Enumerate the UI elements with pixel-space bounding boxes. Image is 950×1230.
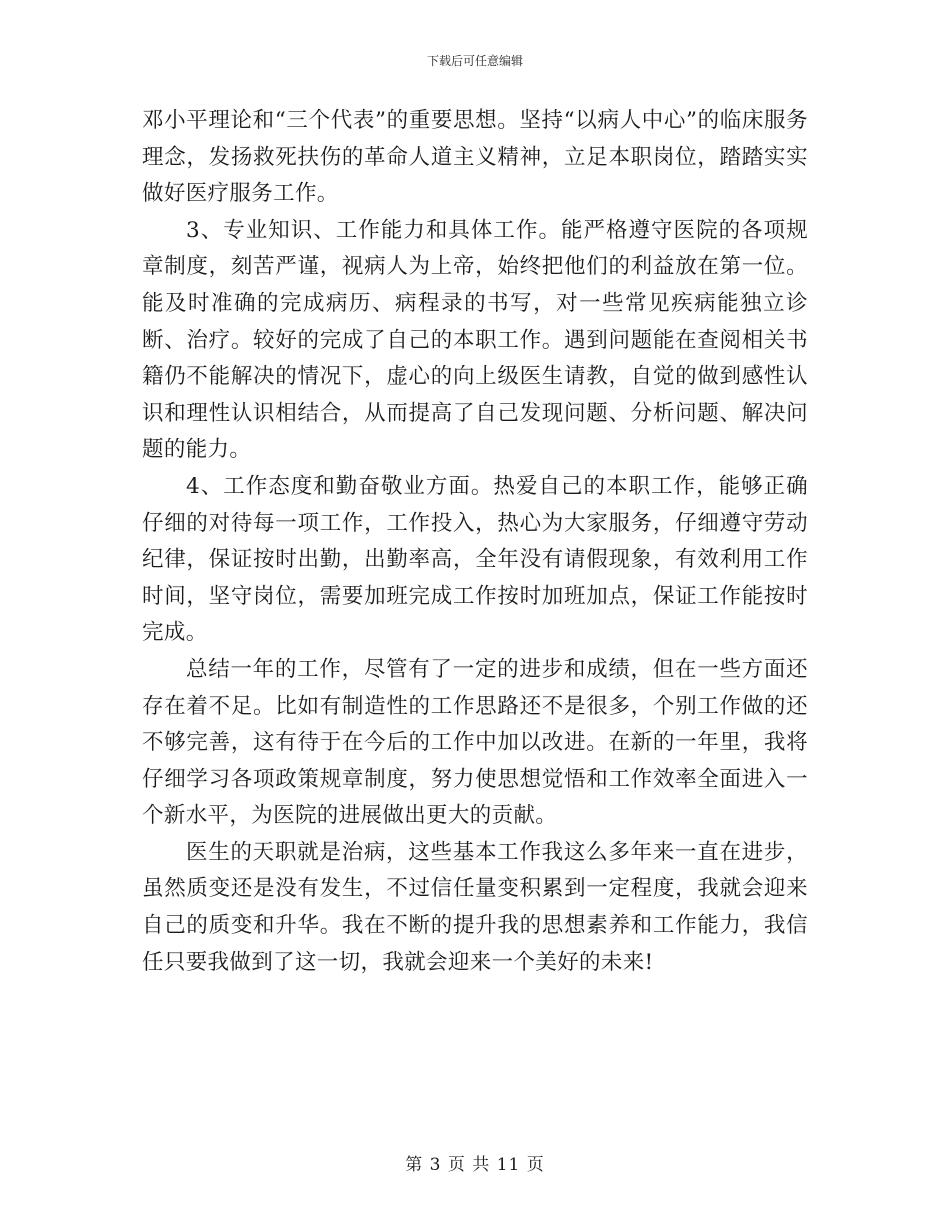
paragraph-continued: 邓小平理论和“三个代表”的重要思想。坚持“以病人中心”的临床服务理念，发扬救死扶伤的革命人道主义精神，立足本职岗位，踏踏实实做好医疗服务工作。	[142, 108, 808, 207]
paragraph-work-attitude: 4、工作态度和勤奋敬业方面。热爱自己的本职工作，能够正确仔细的对待每一项工作，工作投入，热心为大家服务，仔细遵守劳动纪律，保证按时出勤，出勤率高，全年没有请假现象，有效利用工作时间，坚守岗位，需要加班完成工作按时加班加点，保证工作能按时完成。	[142, 473, 808, 646]
paragraph-summary: 总结一年的工作，尽管有了一定的进步和成绩，但在一些方面还存在着不足。比如有制造性的工作思路还不是很多，个别工作做的还不够完善，这有待于在今后的工作中加以改进。在新的一年里，我将仔细学习各项政策规章制度，努力使思想觉悟和工作效率全面进入一个新水平，为医院的进展做出更大的贡献。	[142, 656, 808, 829]
document-body	[142, 103, 808, 981]
paragraph-conclusion: 医生的天职就是治病，这些基本工作我这么多年来一直在进步，虽然质变还是没有发生，不过信任量变积累到一定程度，我就会迎来自己的质变和升华。我在不断的提升我的思想素养和工作能力，我信任只要我做到了这一切，我就会迎来一个美好的未来!	[142, 839, 808, 975]
paragraph-professional-knowledge: 3、专业知识、工作能力和具体工作。能严格遵守医院的各项规章制度，刻苦严谨，视病人为上帝，始终把他们的利益放在第一位。能及时准确的完成病历、病程录的书写，对一些常见疾病能独立诊断、治疗。较好的完成了自己的本职工作。遇到问题能在查阅相关书籍仍不能解决的情况下，虚心的向上级医生请教，自觉的做到感性认识和理性认识相结合，从而提高了自己发现问题、分析问题、解决问题的能力。	[142, 217, 808, 463]
header-note: 下载后可任意编辑	[426, 54, 523, 68]
page-number-footer: 第 3 页 共 11 页	[405, 1155, 545, 1175]
